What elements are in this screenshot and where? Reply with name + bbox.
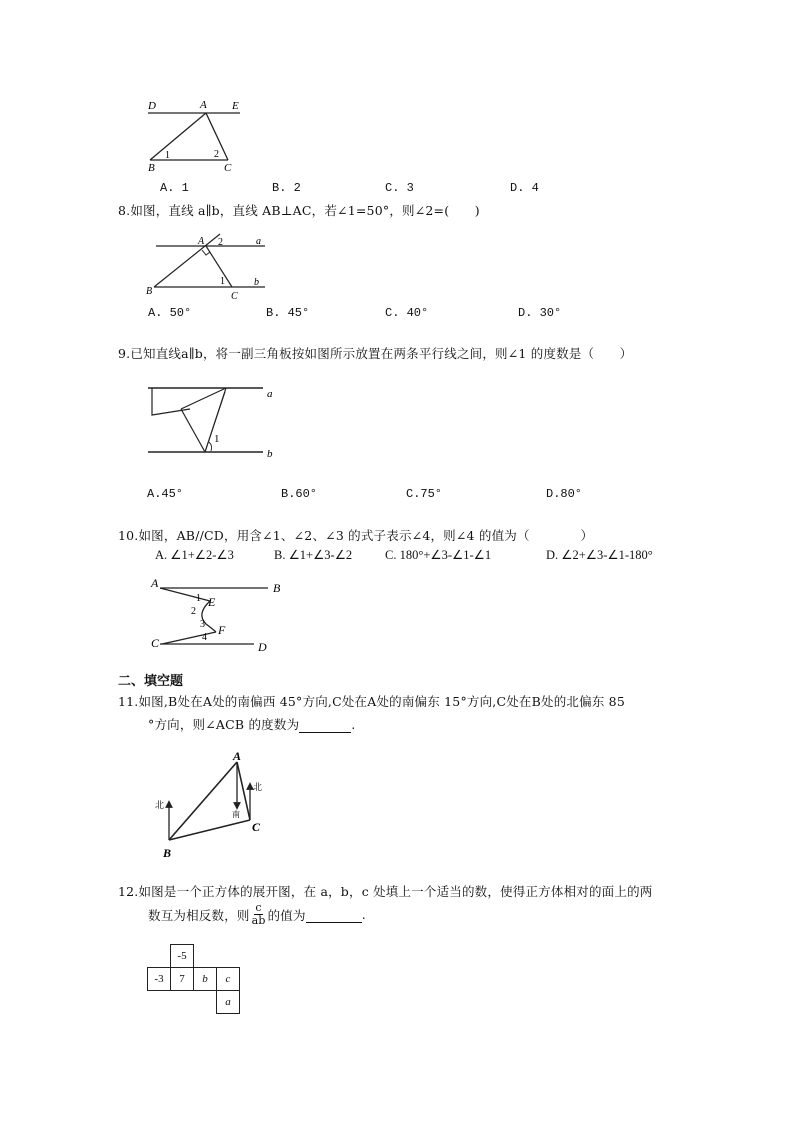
q8-option-c[interactable]: C. 40° bbox=[385, 306, 429, 320]
net-empty bbox=[217, 945, 240, 968]
q9-option-d[interactable]: D.80° bbox=[546, 487, 583, 501]
q9-text: 9.已知直线a∥b，将一副三角板按如图所示放置在两条平行线之间，则∠1 的度数是（ ） bbox=[118, 346, 633, 361]
angle-2: 2 bbox=[218, 237, 223, 248]
q12-line2-text: 数互为相反数，则 bbox=[148, 907, 250, 923]
net-cell: -3 bbox=[148, 968, 171, 991]
net-empty bbox=[148, 991, 171, 1014]
label-C: C bbox=[224, 162, 232, 174]
net-empty bbox=[171, 991, 194, 1014]
net-cell-a[interactable]: a bbox=[217, 991, 240, 1014]
label-D: D bbox=[148, 100, 156, 112]
angle-1: 1 bbox=[220, 276, 225, 287]
q12-answer-blank[interactable] bbox=[306, 907, 362, 923]
north-label-b: 北 bbox=[155, 800, 165, 810]
q12-line2-mid: 的值为 bbox=[267, 907, 306, 923]
cube-net bbox=[147, 944, 240, 1014]
net-cell-top: -5 bbox=[171, 945, 194, 968]
label-B: B bbox=[163, 846, 172, 860]
angle-3: 3 bbox=[200, 619, 205, 630]
q7-option-c[interactable]: C. 3 bbox=[385, 181, 414, 195]
q8-text: 8.如图，直线 a∥b，直线 AB⊥AC，若∠1=50°，则∠2=( ) bbox=[118, 203, 480, 218]
label-C: C bbox=[151, 636, 160, 650]
label-B: B bbox=[146, 286, 153, 297]
fraction-c-over-ab bbox=[252, 902, 266, 927]
label-b: b bbox=[267, 448, 273, 460]
net-empty bbox=[194, 945, 217, 968]
figure-q11 bbox=[150, 746, 275, 861]
north-label-c: 北 bbox=[253, 782, 263, 792]
q12-line2-end: . bbox=[361, 907, 366, 922]
q10-option-b[interactable]: B. ∠1+∠3-∠2 bbox=[274, 548, 353, 562]
figure-q10 bbox=[148, 574, 288, 656]
net-cell-b[interactable]: b bbox=[194, 968, 217, 991]
label-E: E bbox=[232, 100, 239, 112]
label-B: B bbox=[273, 581, 281, 595]
label-E: E bbox=[208, 595, 216, 609]
figure-q8 bbox=[140, 232, 275, 304]
q7-option-d[interactable]: D. 4 bbox=[510, 181, 539, 195]
q11-line2 bbox=[148, 715, 355, 733]
figure-q7 bbox=[140, 96, 250, 176]
q12-line1: 12.如图是一个正方体的展开图，在 a，b，c 处填上一个适当的数，使得正方体相对的面上的两 bbox=[118, 884, 653, 899]
angle-4: 4 bbox=[202, 632, 207, 643]
label-A: A bbox=[198, 236, 205, 247]
label-C: C bbox=[231, 291, 238, 302]
q7-option-a[interactable]: A. 1 bbox=[160, 181, 189, 195]
q10-text: 10.如图，AB//CD，用含∠1、∠2、∠3 的式子表示∠4，则∠4 的值为（ ） bbox=[118, 528, 594, 543]
fraction-denominator: ab bbox=[251, 914, 266, 927]
angle-1: 1 bbox=[196, 593, 201, 604]
angle-2: 2 bbox=[214, 149, 219, 160]
q8-option-d[interactable]: D. 30° bbox=[518, 306, 562, 320]
q7-option-b[interactable]: B. 2 bbox=[272, 181, 301, 195]
section-title: 二、填空题 bbox=[118, 674, 184, 689]
label-b: b bbox=[254, 277, 259, 288]
q10-option-a[interactable]: A. ∠1+∠2-∠3 bbox=[155, 548, 234, 562]
q9-option-a[interactable]: A.45° bbox=[147, 487, 184, 501]
label-A: A bbox=[151, 576, 159, 590]
q11-answer-blank[interactable] bbox=[299, 717, 351, 733]
angle-1: 1 bbox=[165, 150, 170, 161]
label-F: F bbox=[218, 623, 226, 637]
label-A: A bbox=[233, 749, 242, 763]
q8-option-a[interactable]: A. 50° bbox=[148, 306, 192, 320]
q11-line2-end: . bbox=[351, 717, 356, 732]
q8-option-b[interactable]: B. 45° bbox=[266, 306, 310, 320]
label-a: a bbox=[267, 388, 273, 400]
label-B: B bbox=[148, 162, 155, 174]
net-cell: 7 bbox=[171, 968, 194, 991]
label-C: C bbox=[252, 820, 261, 834]
net-cell-c[interactable]: c bbox=[217, 968, 240, 991]
figure-q9 bbox=[145, 380, 280, 462]
label-D: D bbox=[258, 640, 267, 654]
q10-option-c[interactable]: C. 180°+∠3-∠1-∠1 bbox=[385, 548, 492, 562]
label-a: a bbox=[256, 236, 261, 247]
fraction-numerator: c bbox=[255, 901, 262, 914]
angle-1: 1 bbox=[214, 433, 220, 445]
q11-line2-text: °方向，则∠ACB 的度数为 bbox=[148, 717, 300, 732]
q9-option-b[interactable]: B.60° bbox=[281, 487, 318, 501]
q11-line1: 11.如图,B处在A处的南偏西 45°方向,C处在A处的南偏东 15°方向,C处在B处的北偏东 85 bbox=[118, 694, 625, 709]
q10-option-d[interactable]: D. ∠2+∠3-∠1-180° bbox=[546, 548, 653, 562]
angle-2: 2 bbox=[191, 606, 196, 617]
net-empty bbox=[194, 991, 217, 1014]
q9-option-c[interactable]: C.75° bbox=[406, 487, 443, 501]
net-empty bbox=[148, 945, 171, 968]
q12-line2 bbox=[148, 902, 366, 927]
south-label-a: 南 bbox=[232, 810, 240, 819]
label-A: A bbox=[200, 99, 207, 111]
